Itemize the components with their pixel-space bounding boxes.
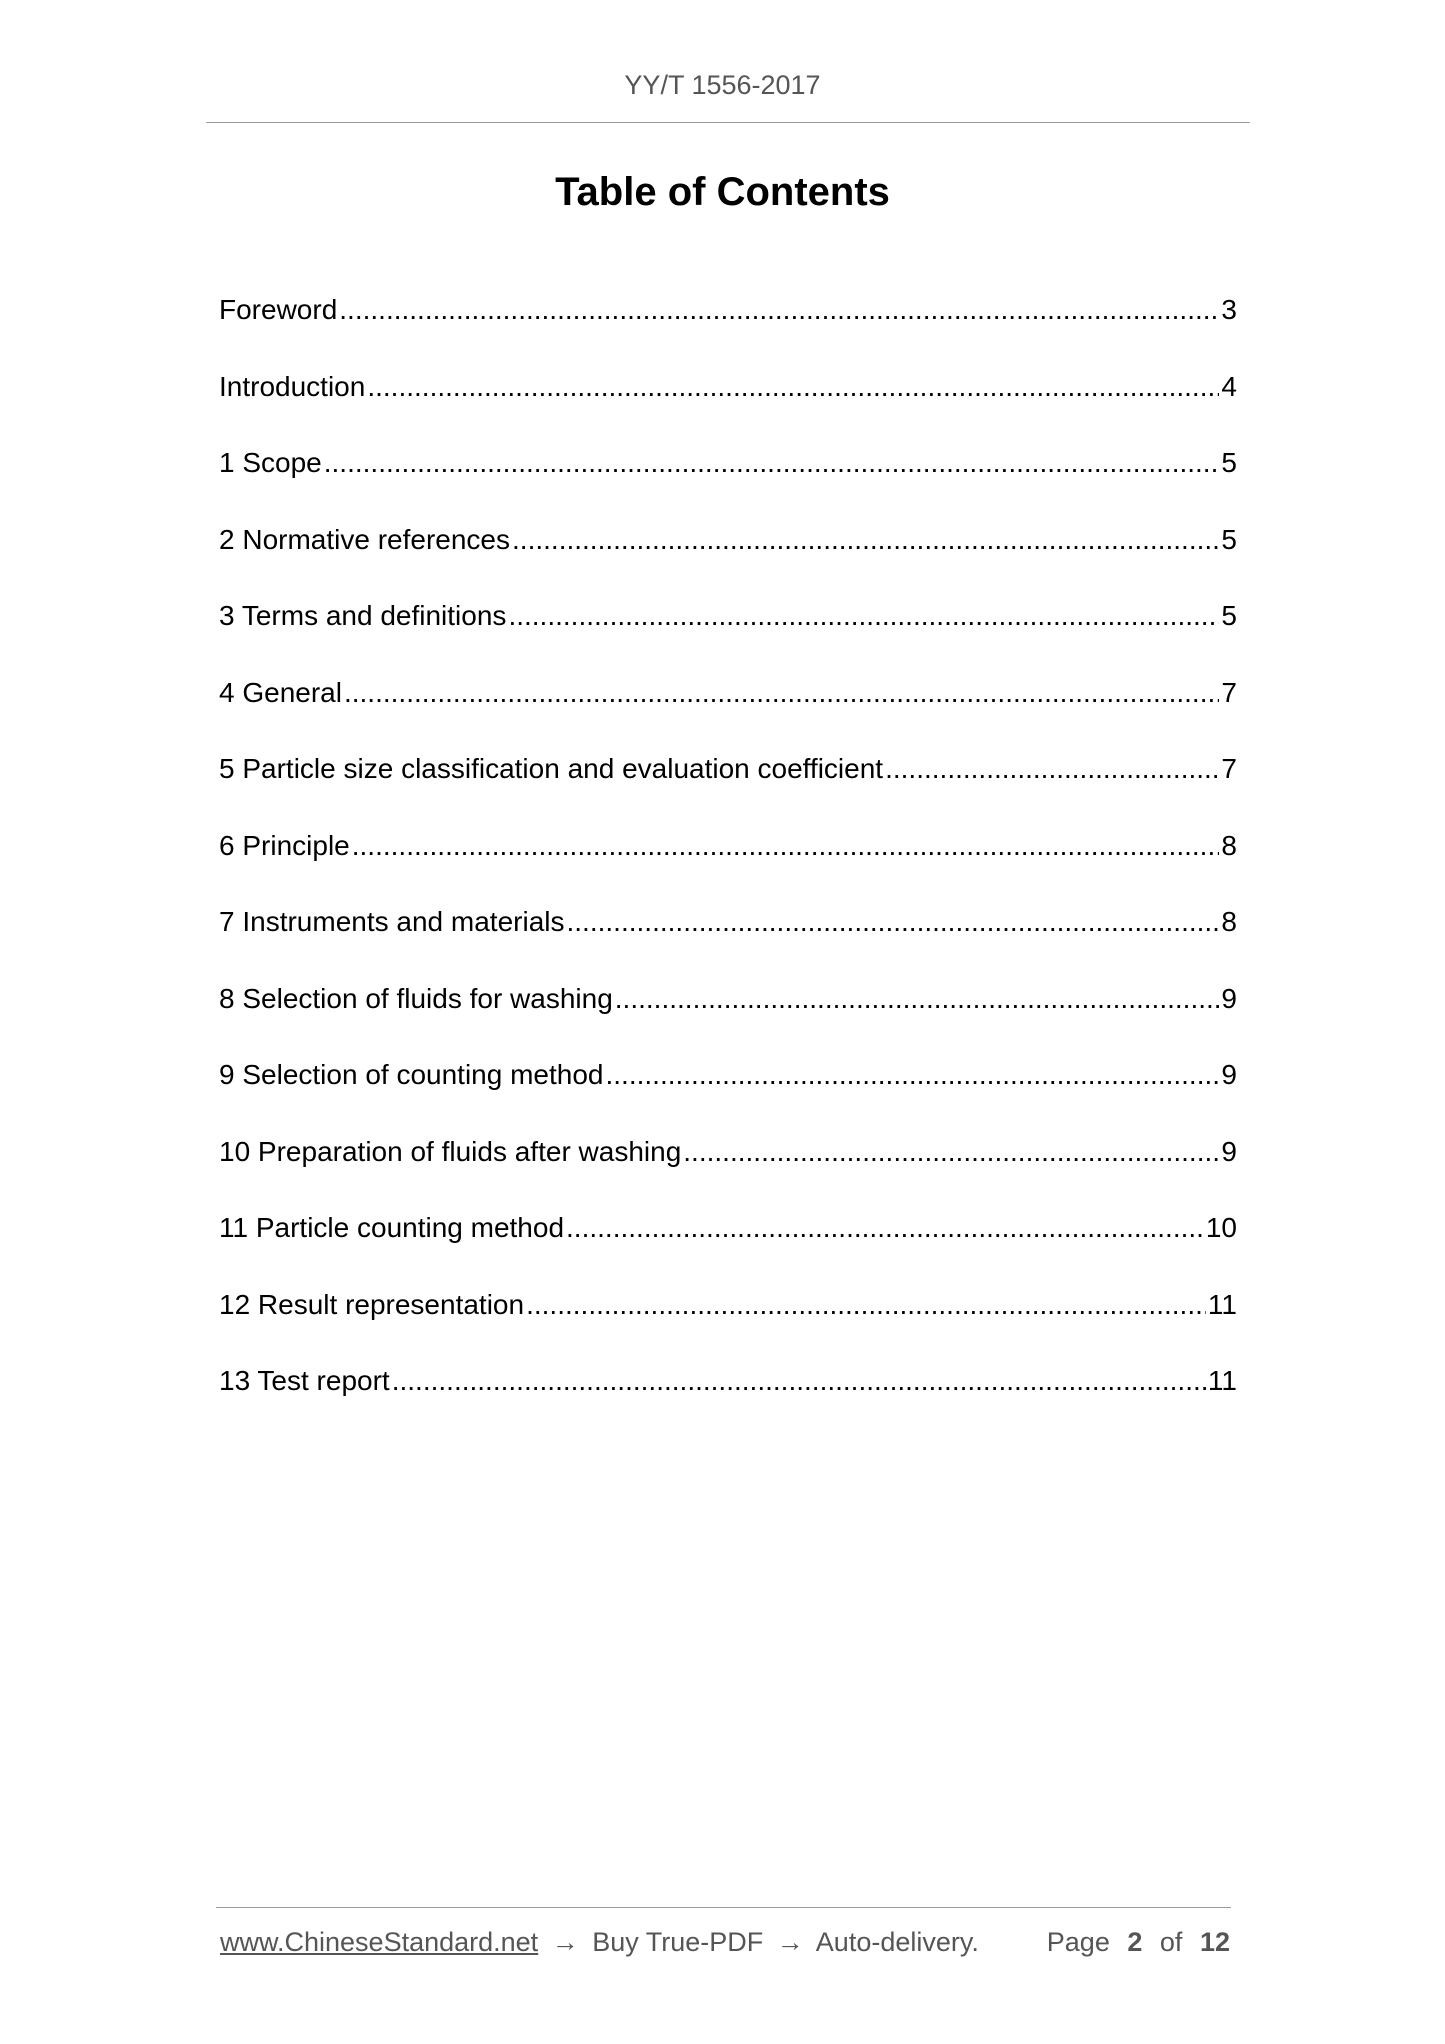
toc-entry-page: 5 [1221, 600, 1237, 631]
total-pages-number: 12 [1199, 1927, 1230, 1957]
toc-dot-leader [508, 591, 1219, 641]
toc-entry-label: 5 Particle size classification and evaluation coefficient [219, 753, 884, 784]
toc-entry-label: 10 Preparation of fluids after washing [219, 1135, 682, 1167]
toc-dot-leader [615, 974, 1220, 1024]
toc-entry[interactable] [219, 362, 1237, 439]
toc-entry-page: 3 [1221, 294, 1237, 325]
toc-dot-leader [367, 362, 1219, 412]
right-arrow-icon: → [551, 1927, 579, 1957]
toc-entry[interactable] [219, 668, 1237, 745]
toc-entry-label: 1 Scope [219, 447, 322, 478]
footer-promo [220, 1922, 979, 1962]
toc-entry[interactable] [219, 897, 1237, 974]
toc-entry-page: 9 [1221, 982, 1237, 1014]
page-indicator [1047, 1922, 1230, 1962]
toc-entry-label: 8 Selection of fluids for washing [219, 982, 613, 1014]
current-page-number: 2 [1127, 1927, 1143, 1957]
toc-entry[interactable] [219, 974, 1237, 1051]
right-arrow-icon: → [776, 1927, 804, 1957]
toc-entry[interactable] [219, 1050, 1237, 1127]
toc-entry-page: 8 [1221, 829, 1237, 861]
toc-entry-label: 13 Test report [219, 1365, 390, 1396]
toc-entry[interactable] [219, 515, 1237, 592]
toc-dot-leader [566, 1203, 1204, 1253]
toc-entry-label: 2 Normative references [219, 523, 511, 555]
site-link[interactable]: www.ChineseStandard.net [220, 1927, 539, 1957]
toc-entry-page: 9 [1221, 1059, 1237, 1090]
toc-title: Table of Contents [555, 170, 890, 214]
toc-dot-leader [567, 897, 1220, 947]
toc-entry-label: 6 Principle [219, 829, 350, 861]
toc-dot-leader [605, 1050, 1219, 1100]
toc-entry[interactable] [219, 285, 1237, 362]
toc-dot-leader [344, 668, 1219, 718]
footer-divider [216, 1907, 1231, 1908]
toc-entry-page: 4 [1221, 370, 1237, 402]
toc-entry-page: 5 [1221, 523, 1237, 555]
of-word: of [1159, 1927, 1183, 1957]
toc-entry-label: 3 Terms and definitions [219, 600, 507, 631]
toc-entry-page: 7 [1221, 676, 1237, 708]
toc-entry-label: 12 Result representation [219, 1288, 525, 1320]
toc-dot-leader [512, 515, 1219, 565]
toc-entry-page: 9 [1221, 1135, 1237, 1167]
toc-dot-leader [885, 744, 1219, 794]
toc-entry[interactable] [219, 744, 1237, 821]
toc-entry-page: 8 [1221, 906, 1237, 937]
header-divider [206, 122, 1250, 123]
toc-dot-leader [324, 438, 1220, 488]
toc-entry-page: 5 [1221, 447, 1237, 478]
document-code: YY/T 1556-2017 [624, 70, 821, 100]
toc-entry-label: Foreword [219, 294, 338, 325]
toc-entry[interactable] [219, 1280, 1237, 1357]
buy-true-pdf-text: Buy True-PDF [592, 1927, 764, 1957]
toc-entry-page: 11 [1207, 1288, 1237, 1320]
toc-entry[interactable] [219, 1203, 1237, 1280]
toc-entry-label: 9 Selection of counting method [219, 1059, 604, 1090]
toc-dot-leader [352, 821, 1220, 871]
auto-delivery-text: Auto-delivery. [815, 1927, 979, 1957]
toc-dot-leader [339, 285, 1219, 335]
toc-list [219, 285, 1237, 1433]
toc-dot-leader [526, 1280, 1206, 1330]
toc-entry-label: 11 Particle counting method [219, 1212, 565, 1243]
toc-entry-page: 10 [1205, 1212, 1237, 1243]
toc-entry-label: 4 General [219, 676, 342, 708]
toc-entry-label: Introduction [219, 370, 366, 402]
toc-entry[interactable] [219, 438, 1237, 515]
page-footer [220, 1922, 1230, 1962]
page-word: Page [1046, 1927, 1110, 1957]
toc-entry-label: 7 Instruments and materials [219, 906, 565, 937]
toc-dot-leader [683, 1127, 1219, 1177]
toc-entry-page: 11 [1207, 1365, 1237, 1396]
toc-entry[interactable] [219, 591, 1237, 668]
toc-entry[interactable] [219, 821, 1237, 898]
toc-dot-leader [392, 1356, 1206, 1406]
toc-entry[interactable] [219, 1356, 1237, 1433]
toc-entry-page: 7 [1221, 753, 1237, 784]
toc-entry[interactable] [219, 1127, 1237, 1204]
